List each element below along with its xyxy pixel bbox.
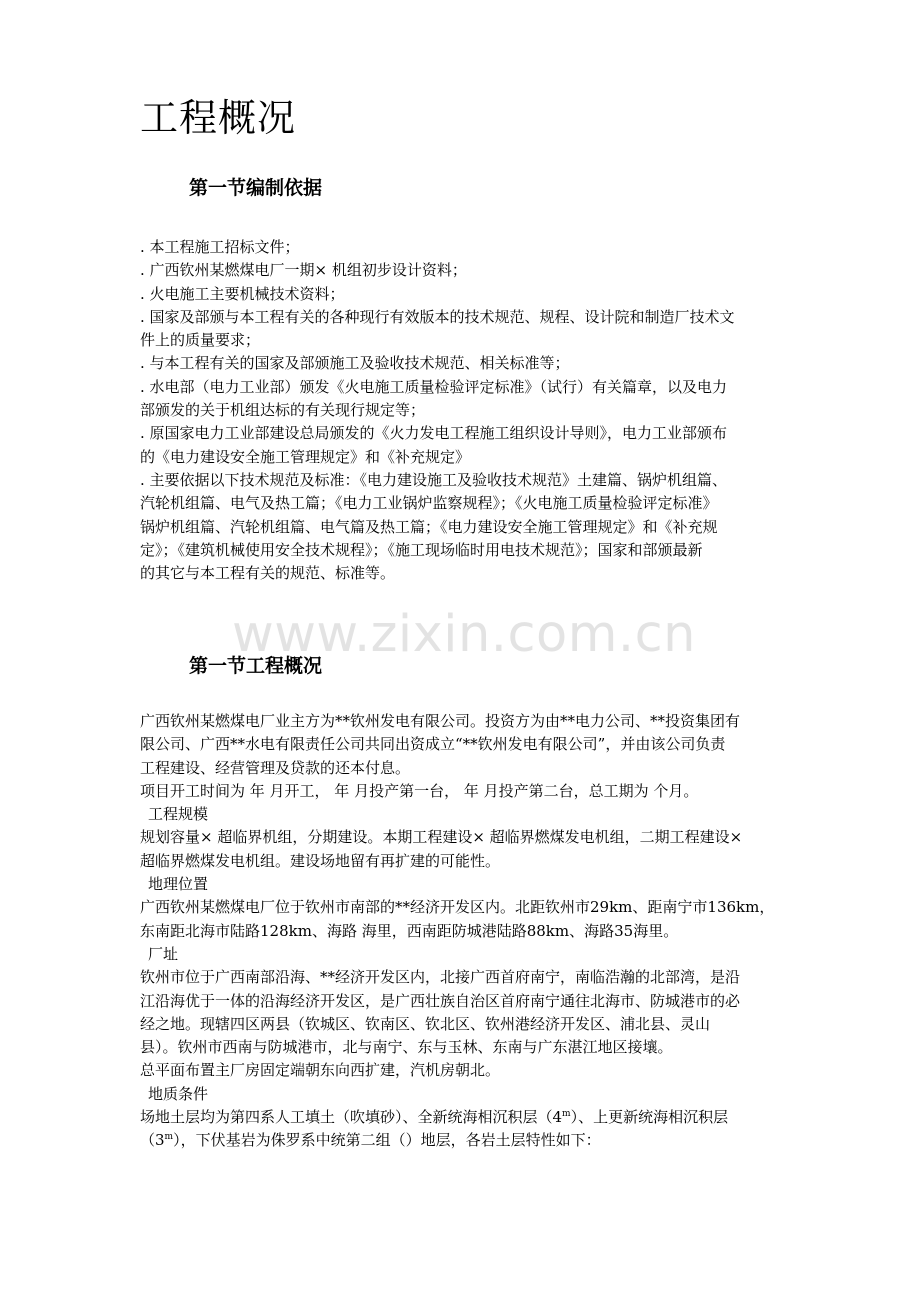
basis-line: 的其它与本工程有关的规范、标准等。 [140,564,396,583]
overview-line: 广西钦州某燃煤电厂业主方为**钦州发电有限公司。投资方为由**电力公司、**投资集团有 [140,712,741,730]
geology-text-b: ）、上更新统海相沉积层 [570,1108,729,1127]
subheading-geology: 地质条件 [148,1084,209,1103]
geology-line-2 [140,1129,785,1152]
overview-line: 规划容量× 超临界机组，分期建设。本期工程建设× 超临界燃煤发电机组，二期工程建设× [140,828,743,847]
overview-line: 东南距北海市陆路128km、海路 海里，西南距防城港陆路88km、海路35海里。 [140,921,679,940]
subheading-site: 厂址 [148,944,179,963]
basis-line: . 水电部（电力工业部）颁发《火电施工质量检验评定标准》（试行）有关篇章，以及电力 [140,377,728,396]
overview-line: 总平面布置主厂房固定端朝东向西扩建，汽机房朝北。 [140,1061,501,1080]
basis-line: 件上的质量要求； [140,331,261,350]
basis-line: 部颁发的关于机组达标的有关现行规定等； [140,401,426,420]
basis-line: . 国家及部颁与本工程有关的各种现行有效版本的技术规范、规程、设计院和制造厂技术文 [140,307,735,326]
overview-line: 项目开工时间为 年 月开工， 年 月投产第一台， 年 月投产第二台，总工期为 个月。 [140,781,699,800]
superscript-m: m [164,1132,174,1143]
section-basis-body [140,236,785,585]
basis-line: 的《电力建设安全施工管理规定》和《补充规定》 [140,447,471,466]
subheading-location: 地理位置 [148,875,209,894]
overview-line: 经之地。现辖四区两县（钦城区、钦南区、钦北区、钦州港经济开发区、浦北县、灵山 [140,1014,711,1033]
section-heading-overview: 第一节工程概况 [189,655,323,677]
geology-text-d: ），下伏基岩为侏罗系中统第二组（）地层，各岩土层特性如下： [173,1131,601,1150]
geology-text-a: 场地土层均为第四系人工填土（吹填砂）、全新统海相沉积层（4 [140,1108,563,1127]
superscript-m: m [562,1109,571,1120]
basis-line: 定》；《建筑机械使用安全技术规程》；《施工现场临时用电技术规范》；国家和部颁最新 [140,540,703,559]
watermark: www.zixin.com.cn [232,605,696,664]
overview-line: 超临界燃煤发电机组。建设场地留有再扩建的可能性。 [140,851,501,870]
basis-line: 汽轮机组篇、电气及热工篇；《电力工业锅炉监察规程》；《火电施工质量检验评定标准》 [140,494,718,513]
subheading-scale: 工程规模 [148,805,209,824]
basis-line: . 火电施工主要机械技术资料； [140,284,345,303]
basis-line: 锅炉机组篇、汽轮机组篇、电气篇及热工篇；《电力建设安全施工管理规定》和《补充规 [140,517,718,536]
document-title: 工程概况 [140,96,297,140]
overview-line: 限公司、广西**水电有限责任公司共同出资成立“**钦州发电有限公司”，并由该公司负责 [140,735,726,754]
overview-line: 钦州市位于广西南部沿海、**经济开发区内，北接广西首府南宁，南临浩瀚的北部湾，是沿 [140,968,741,987]
basis-line: . 原国家电力工业部建设总局颁发的《火力发电工程施工组织设计导则》，电力工业部颁布 [140,424,728,443]
overview-line: 工程建设、经营管理及贷款的还本付息。 [140,758,411,777]
overview-line: 江沿海优于一体的沿海经济开发区，是广西壮族自治区首府南宁通往北海市、防城港市的必 [140,991,741,1010]
basis-line: . 主要依据以下技术规范及标准：《电力建设施工及验收技术规范》土建篇、锅炉机组篇、 [140,470,728,489]
section-overview-body [140,710,785,1153]
overview-line: 广西钦州某燃煤电厂位于钦州市南部的**经济开发区内。北距钦州市29km、距南宁市136km， [140,898,775,917]
geology-text-c: （3 [140,1131,165,1150]
basis-line: . 与本工程有关的国家及部颁施工及验收技术规范、相关标准等； [140,354,570,373]
section-heading-basis: 第一节编制依据 [189,177,323,199]
overview-line: 县）。钦州市西南与防城港市，北与南宁、东与玉林、东南与广东湛江地区接壤。 [140,1038,673,1057]
basis-line: . 本工程施工招标文件； [140,238,300,256]
geology-line-1 [140,1106,785,1129]
basis-line: . 广西钦州某燃煤电厂一期× 机组初步设计资料； [140,261,467,280]
